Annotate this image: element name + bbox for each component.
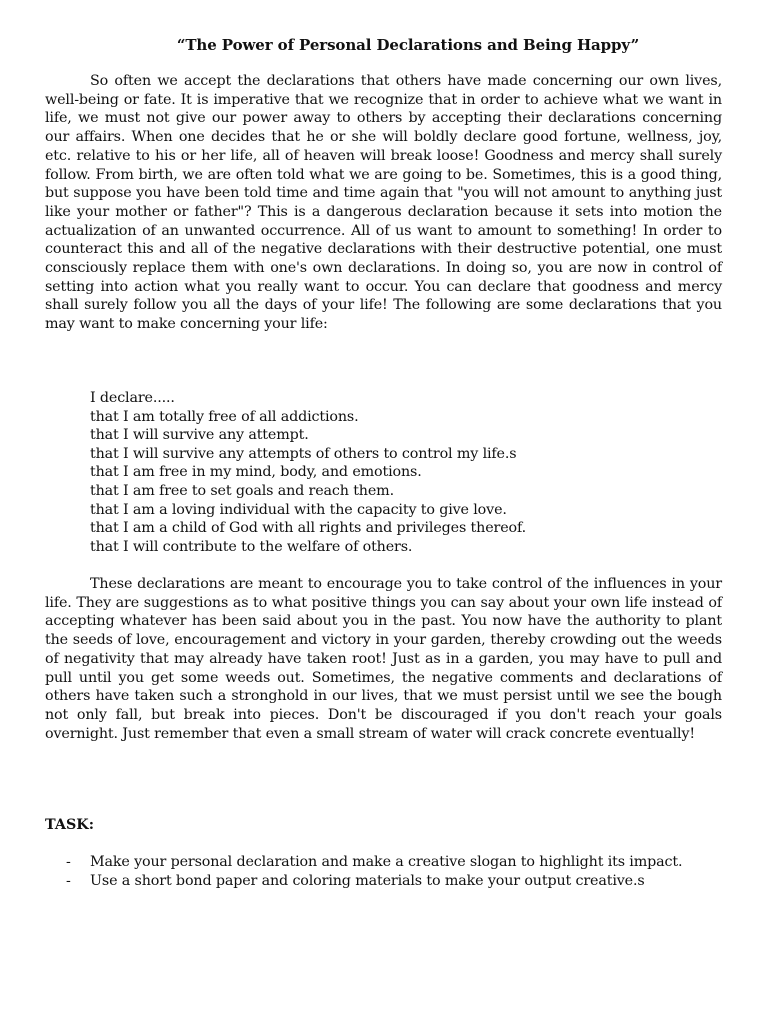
task-item xyxy=(45,853,722,872)
declarations-list xyxy=(90,389,526,556)
declaration-item: that I am free in my mind, body, and emotions. xyxy=(90,464,422,481)
bullet-dash: - xyxy=(66,854,71,870)
bullet-dash: - xyxy=(66,872,71,889)
declaration-item: that I will survive any attempt. xyxy=(90,427,309,444)
declaration-item: that I am totally free of all addictions. xyxy=(90,408,359,425)
declaration-item: that I am a child of God with all rights and privileges thereof. xyxy=(90,520,526,537)
intro-paragraph: So often we accept the declarations that others have made concerning our own lives, well-being or fate. It is imperative that we recognize that in order to achieve what we want in life, we must not give our power away to others by accepting their declarations concerning our affairs. When one decides that he or she will boldly declare good fortune, wellness, joy, etc. relative to his or her life, all of heaven will break loose! Goodness and mercy shall surely follow. From birth, we are often told what we are going to be. Sometimes, this is a good thing, but suppose you have been told time and time again that "you will not amount to anything just like your mother or father"? This is a dangerous declaration because it sets into motion the actualization of an unwanted occurrence. All of us want to amount to something! In order to counteract this and all of the negative declarations with their destructive potential, one must consciously replace them with one's own declarations. In doing so, you are now in control of setting into action what you really want to occur. You can declare that goodness and mercy shall surely follow you all the days of your life! The following are some declarations that you may want to make concerning your life: xyxy=(45,73,722,333)
declaration-item: that I am free to set goals and reach them. xyxy=(90,482,394,499)
task-item xyxy=(45,872,722,891)
closing-paragraph: These declarations are meant to encourage you to take control of the influences in your life. They are suggestions as to what positive things you can say about your own life instead of accepting whatever has been said about you in the past. You now have the authority to plant the seeds of love, encouragement and victory in your garden, thereby crowding out the weeds of negativity that may already have taken root! Just as in a garden, you may have to pull and pull until you get some weeds out. Sometimes, the negative comments and declarations of others have taken such a stronghold in our lives, that we must persist until we see the bough not only fall, but break into pieces. Don't be discouraged if you don't reach your goals overnight. Just remember that even a small stream of water will crack concrete eventually! xyxy=(45,576,722,742)
declaration-item: that I will survive any attempts of others to control my life.s xyxy=(90,445,517,462)
declaration-item: that I will contribute to the welfare of others. xyxy=(90,538,413,555)
declaration-item: I declare..... xyxy=(90,390,175,406)
document-title: “The Power of Personal Declarations and Being Happy” xyxy=(176,36,640,54)
task-heading: TASK: xyxy=(45,817,94,833)
task-item-text: Use a short bond paper and coloring materials to make your output creative.s xyxy=(90,872,645,889)
task-list xyxy=(45,853,722,890)
declaration-item: that I am a loving individual with the capacity to give love. xyxy=(90,501,507,518)
task-item-text: Make your personal declaration and make a creative slogan to highlight its impact. xyxy=(90,854,683,870)
